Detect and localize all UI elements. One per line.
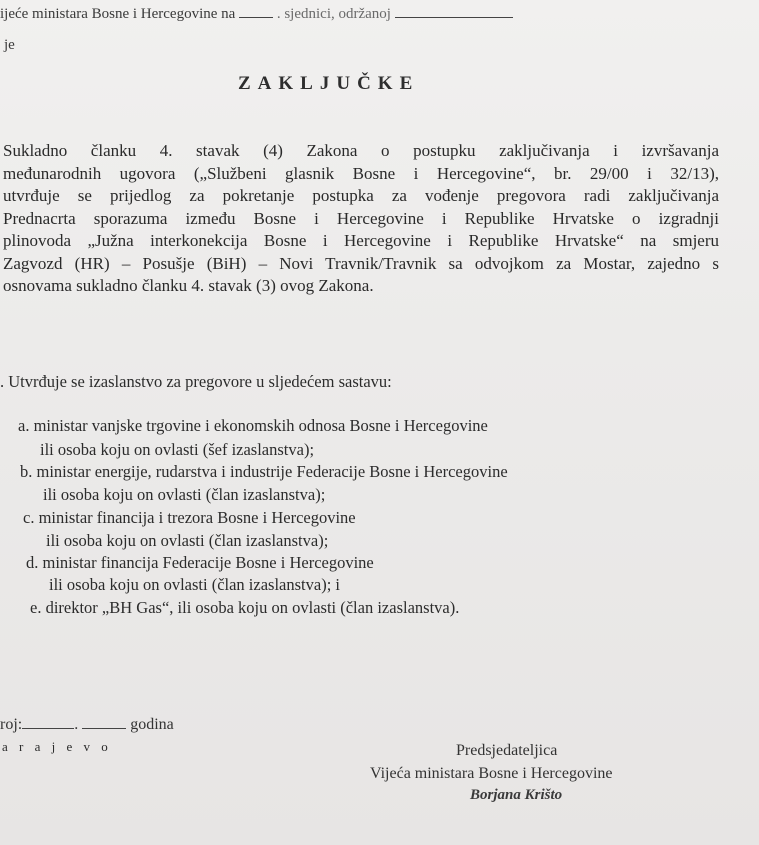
document-title: ZAKLJUČKE [238, 73, 420, 94]
session-number-blank [239, 3, 273, 18]
document-number-line: roj: . godina [0, 716, 174, 733]
delegation-item-c-sub: ili osoba koju on ovlasti (član izaslanstva); [46, 531, 329, 550]
delegation-item-d: d. ministar financija Federacije Bosne i Hercegovine [26, 553, 374, 572]
signature-name: Borjana Krišto [470, 787, 563, 803]
main-paragraph [3, 140, 719, 298]
paragraph-line: Zagvozd (HR) – Posušje (BiH) – Novi Travnik/Travnik sa odvojkom za Mostar, zajedno s [3, 253, 719, 273]
paragraph-line: Prednacrta sporazuma između Bosne i Hercegovine i Republike Hrvatske o izgradnji [3, 208, 719, 228]
godina-label: godina [130, 716, 174, 733]
header-session-text: . sjednici, održanoj [276, 6, 391, 22]
paragraph-line: osnovama sukladno članku 4. stavak (3) ovog Zakona. [3, 276, 374, 295]
signature-role: Predsjedateljica [456, 742, 558, 759]
paragraph-line: međunarodnih ugovora („Službeni glasnik Bosne i Hercegovine“, br. 29/00 i 32/13), [3, 163, 719, 183]
delegation-item-a: a. ministar vanjske trgovine i ekonomskih odnosa Bosne i Hercegovine [18, 416, 488, 435]
year-blank [82, 714, 126, 729]
paragraph-line: Sukladno članku 4. stavak (4) Zakona o postupku zaključivanja i izvršavanja [3, 141, 719, 160]
session-date-blank [395, 3, 513, 18]
header-line-2: je [4, 37, 15, 53]
delegation-item-b: b. ministar energije, rudarstva i industrije Federacije Bosne i Hercegovine [20, 462, 508, 481]
broj-label: roj: [0, 716, 23, 733]
delegation-item-b-sub: ili osoba koju on ovlasti (član izaslanstva); [43, 485, 326, 504]
delegation-item-c: c. ministar financija i trezora Bosne i Hercegovine [23, 508, 356, 527]
header-line-1 [0, 3, 513, 23]
delegation-item-e: e. direktor „BH Gas“, ili osoba koju on ovlasti (član izaslanstva). [30, 598, 460, 617]
delegation-item-d-sub: ili osoba koju on ovlasti (član izaslanstva); i [49, 575, 340, 594]
delegation-item-a-sub: ili osoba koju on ovlasti (šef izaslanstva); [40, 440, 315, 459]
broj-blank [22, 714, 74, 729]
paragraph-line: utvrđuje se prijedlog za pokretanje postupka za vođenje pregovora radi zaključivanja [3, 186, 719, 205]
paragraph-line: plinovoda „Južna interkonekcija Bosne i Hercegovine i Republike Hrvatske“ na smjeru [3, 231, 719, 250]
signature-organization: Vijeća ministara Bosne i Hercegovine [370, 765, 613, 782]
delegation-intro: . Utvrđuje se izaslanstvo za pregovore u sljedećem sastavu: [0, 372, 392, 391]
city-label: a r a j e v o [2, 739, 112, 754]
header-council-text: ijeće ministara Bosne i Hercegovine na [0, 6, 236, 22]
